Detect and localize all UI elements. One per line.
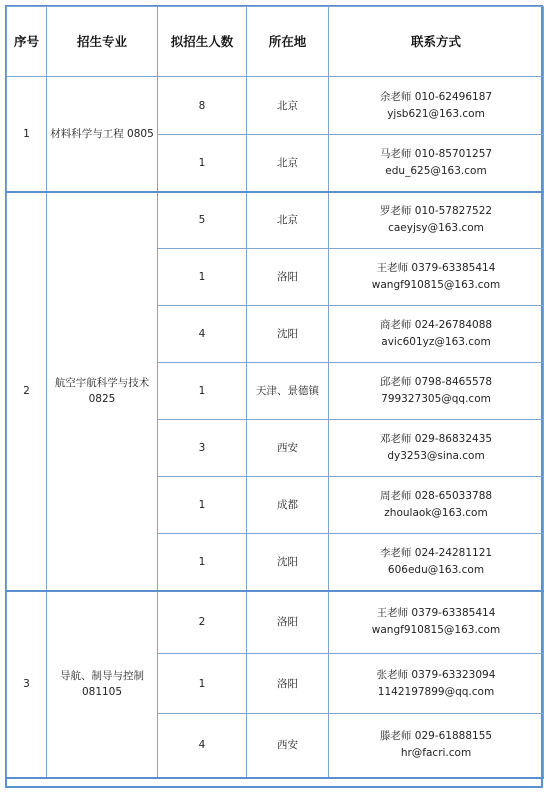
cell-count: 3 xyxy=(158,420,247,477)
cell-major: 导航、制导与控制 081105 xyxy=(47,591,158,778)
cell-location: 洛阳 xyxy=(247,654,329,714)
contact-name-phone: 邓老师 029-86832435 xyxy=(379,433,493,445)
contact-email: dy3253@sina.com xyxy=(387,450,485,462)
cell-count: 1 xyxy=(158,135,247,192)
table-row xyxy=(7,192,544,249)
cell-location: 沈阳 xyxy=(247,306,329,363)
cell-location: 北京 xyxy=(247,77,329,135)
contact-name-phone: 商老师 024-26784088 xyxy=(379,319,493,331)
cell-count: 1 xyxy=(158,477,247,534)
cell-contact xyxy=(329,420,544,477)
contact-email: wangf910815@163.com xyxy=(371,624,501,637)
contact-email: wangf910815@163.com xyxy=(371,279,501,291)
cell-location: 北京 xyxy=(247,192,329,249)
cell-count: 1 xyxy=(158,534,247,591)
table-row xyxy=(7,77,544,135)
cell-index: 2 xyxy=(7,192,47,591)
cell-contact xyxy=(329,477,544,534)
cell-contact xyxy=(329,135,544,192)
cell-contact xyxy=(329,249,544,306)
cell-contact xyxy=(329,192,544,249)
contact-name-phone: 邱老师 0798-8465578 xyxy=(379,376,493,388)
header-contact: 联系方式 xyxy=(329,7,544,77)
contact-email: yjsb621@163.com xyxy=(387,107,485,120)
cell-count: 4 xyxy=(158,306,247,363)
cell-count: 1 xyxy=(158,363,247,420)
cell-contact xyxy=(329,654,544,714)
contact-name-phone: 罗老师 010-57827522 xyxy=(379,205,493,218)
cell-location: 北京 xyxy=(247,135,329,192)
cell-index: 3 xyxy=(7,591,47,778)
header-location: 所在地 xyxy=(247,7,329,77)
cell-contact xyxy=(329,534,544,591)
cell-location: 沈阳 xyxy=(247,534,329,591)
contact-email: avic601yz@163.com xyxy=(381,336,491,348)
cell-contact xyxy=(329,591,544,654)
contact-email: 1142197899@qq.com xyxy=(377,685,495,698)
table-body xyxy=(7,77,544,778)
contact-name-phone: 王老师 0379-63385414 xyxy=(376,262,496,274)
contact-email: hr@facri.com xyxy=(400,747,472,760)
cell-count: 1 xyxy=(158,654,247,714)
header-row xyxy=(7,7,544,77)
contact-email: edu_625@163.com xyxy=(385,164,487,177)
cell-count: 5 xyxy=(158,192,247,249)
contact-name-phone: 余老师 010-62496187 xyxy=(379,90,493,103)
contact-name-phone: 滕老师 029-61888155 xyxy=(379,730,493,743)
cell-location: 西安 xyxy=(247,714,329,778)
contact-name-phone: 周老师 028-65033788 xyxy=(379,490,493,502)
contact-email: zhoulaok@163.com xyxy=(384,507,488,519)
enrollment-table xyxy=(6,6,544,779)
header-index: 序号 xyxy=(7,7,47,77)
contact-email: 606edu@163.com xyxy=(387,563,485,576)
cell-count: 2 xyxy=(158,591,247,654)
cell-contact xyxy=(329,363,544,420)
table-row xyxy=(7,591,544,654)
cell-location: 成都 xyxy=(247,477,329,534)
contact-name-phone: 李老师 024-24281121 xyxy=(379,546,493,559)
cell-count: 4 xyxy=(158,714,247,778)
cell-location: 洛阳 xyxy=(247,249,329,306)
cell-count: 1 xyxy=(158,249,247,306)
header-count: 拟招生人数 xyxy=(158,7,247,77)
cell-contact xyxy=(329,77,544,135)
cell-contact xyxy=(329,306,544,363)
contact-email: caeyjsy@163.com xyxy=(388,222,484,235)
cell-location: 西安 xyxy=(247,420,329,477)
header-major: 招生专业 xyxy=(47,7,158,77)
contact-email: 799327305@qq.com xyxy=(381,393,491,405)
contact-name-phone: 马老师 010-85701257 xyxy=(379,147,493,160)
cell-count: 8 xyxy=(158,77,247,135)
contact-name-phone: 张老师 0379-63323094 xyxy=(376,668,496,681)
contact-name-phone: 王老师 0379-63385414 xyxy=(376,607,496,620)
cell-contact xyxy=(329,714,544,778)
cell-index: 1 xyxy=(7,77,47,192)
cell-location: 洛阳 xyxy=(247,591,329,654)
cell-location: 天津、景德镇 xyxy=(247,363,329,420)
cell-major: 材料科学与工程 0805 xyxy=(47,77,158,192)
cell-major: 航空宇航科学与技术 0825 xyxy=(47,192,158,591)
